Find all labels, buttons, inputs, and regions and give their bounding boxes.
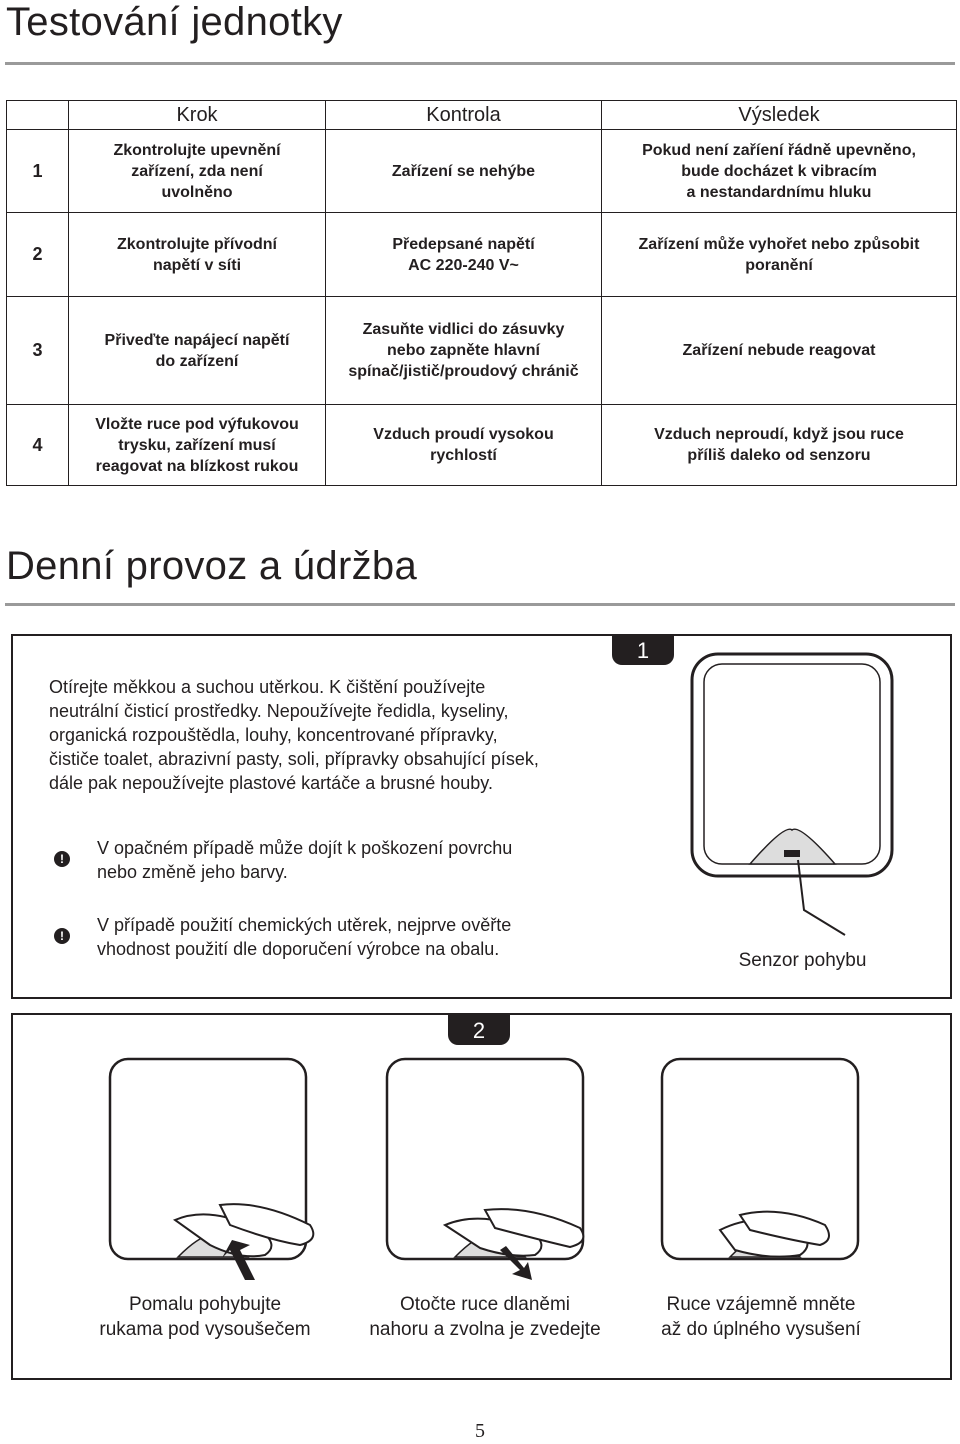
header-step: Krok — [69, 101, 326, 130]
row-result: Zařízení může vyhořet nebo způsobit poranění — [602, 213, 957, 297]
hands-illustration — [440, 1200, 590, 1285]
step-badge: 1 — [612, 635, 674, 665]
title-rule — [5, 603, 955, 606]
row-check: Zasuňte vidlici do zásuvky nebo zapněte hlavní spínač/jistič/proudový chránič — [326, 297, 602, 405]
usage-caption: Ruce vzájemně mněte až do úplného vysušení — [661, 1294, 861, 1340]
header-blank — [7, 101, 69, 130]
usage-caption: Otočte ruce dlaněmi nahoru a zvolna je zvedejte — [369, 1294, 601, 1340]
row-step: Vložte ruce pod výfukovou trysku, zařízení musí reagovat na blízkost rukou — [69, 405, 326, 486]
hands-illustration — [170, 1200, 320, 1285]
header-check: Kontrola — [326, 101, 602, 130]
page-title-maintenance: Denní provoz a údržba — [6, 544, 417, 588]
usage-caption: Pomalu pohybujte rukama pod vysoušečem — [99, 1294, 311, 1340]
row-number: 3 — [7, 297, 69, 405]
row-number: 1 — [7, 130, 69, 213]
warning-text: V případě použití chemických utěrek, nejprve ověřte vhodnost použití dle doporučení výrobce na obalu. — [97, 915, 512, 959]
row-step: Přiveďte napájecí napětí do zařízení — [69, 297, 326, 405]
row-check: Vzduch proudí vysokou rychlostí — [326, 405, 602, 486]
row-result: Pokud není zaříení řádně upevněno, bude docházet k vibracím a nestandardnímu hluku — [602, 130, 957, 213]
hands-illustration — [700, 1200, 850, 1285]
table-row — [7, 130, 957, 213]
warning-text: V opačném případě může dojít k poškození povrchu nebo změně jeho barvy. — [97, 838, 513, 882]
sensor-label: Senzor pohybu — [738, 950, 867, 971]
table-row — [7, 297, 957, 405]
care-paragraph: Otírejte měkkou a suchou utěrkou. K čištění používejte neutrální čisticí prostředky. Nepoužívejte ředidla, kyseliny, organická rozpouštědla, louhy, koncentrované přípravky, čističe toalet, abrazivní pasty, soli, přípravky obsahující písek, dále pak nepoužívejte plastové kartáče a brusné houby. — [49, 677, 539, 793]
row-step: Zkontrolujte upevnění zařízení, zda není uvolněno — [69, 130, 326, 213]
table-row — [7, 213, 957, 297]
header-result: Výsledek — [602, 101, 957, 130]
row-number: 4 — [7, 405, 69, 486]
title-rule — [5, 62, 955, 65]
testing-table — [6, 100, 957, 486]
row-check: Předepsané napětí AC 220-240 V~ — [326, 213, 602, 297]
row-step: Zkontrolujte přívodní napětí v síti — [69, 213, 326, 297]
page-number: 5 — [475, 1420, 485, 1442]
page-title-testing: Testování jednotky — [6, 0, 343, 44]
row-check: Zařízení se nehýbe — [326, 130, 602, 213]
exclamation-icon: ! — [54, 851, 70, 867]
row-result: Vzduch neproudí, když jsou ruce příliš daleko od senzoru — [602, 405, 957, 486]
table-header-row — [7, 101, 957, 130]
exclamation-icon: ! — [54, 928, 70, 944]
step-badge: 2 — [448, 1015, 510, 1045]
row-result: Zařízení nebude reagovat — [602, 297, 957, 405]
dryer-illustration — [690, 652, 895, 882]
table-row — [7, 405, 957, 486]
sensor-pointer-line — [790, 860, 850, 940]
row-number: 2 — [7, 213, 69, 297]
